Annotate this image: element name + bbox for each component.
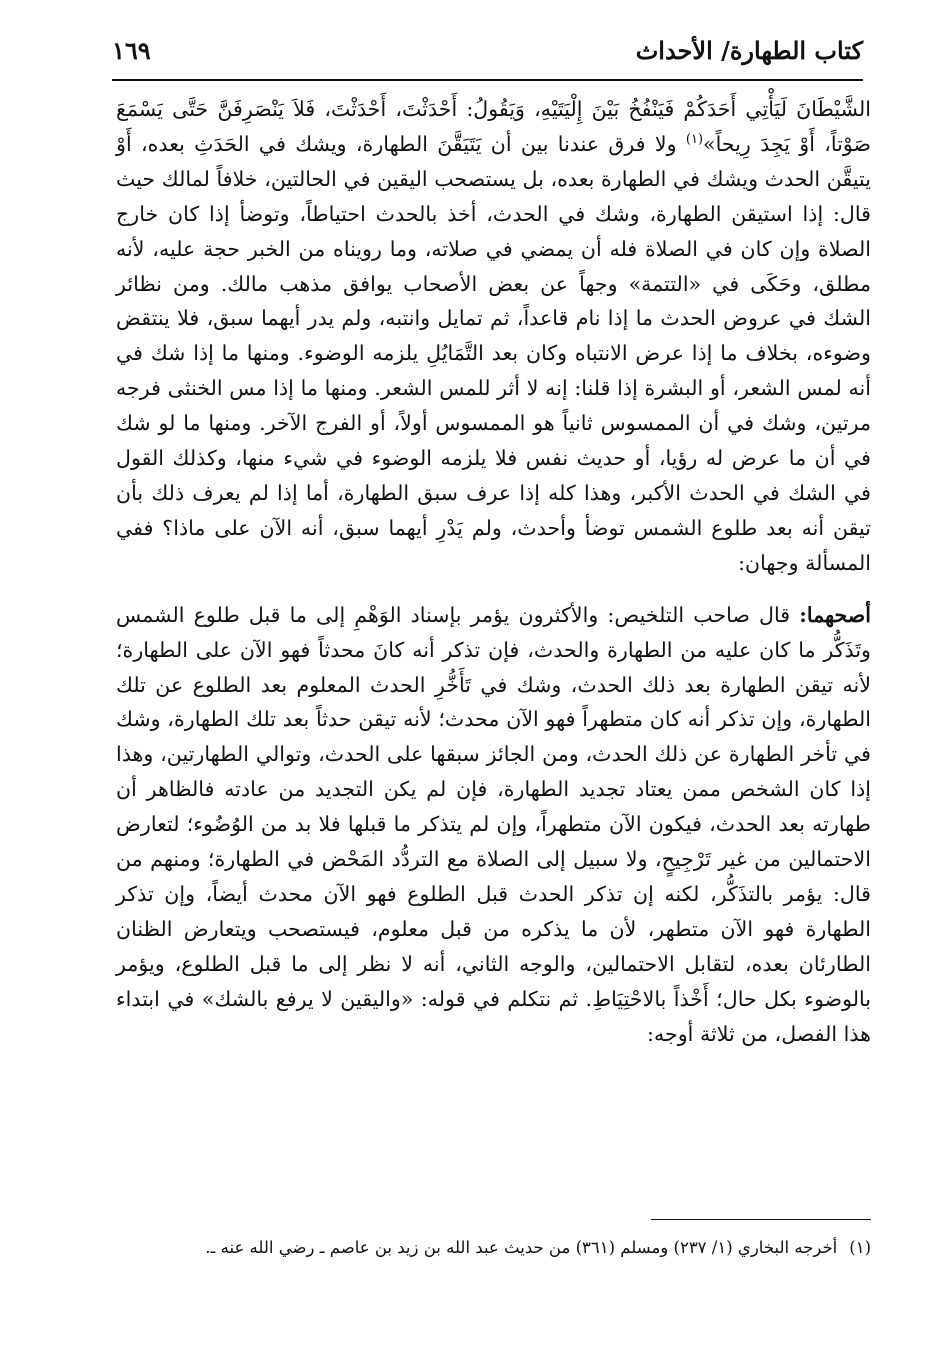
paragraph-2-text: قال صاحب التلخيص: والأكثرون يؤمر بإسناد الوَهْمِ إلى ما قبل طلوع الشمس وتَذَكُّر ما كان عليه من الطهارة والحدث، فإن تذكر أنه كانَ محدثاً فهو الآن على الطهارة؛ لأنه تيقن الطهارة بعد ذلك الحدث، وشك في تَأَخُّرِ الحدث المعلوم بعد الطلوع عن تلك الطهارة، وإن تذكر أنه كان متطهراً فهو الآن محدث؛ لأنه تيقن حدثاً بعد تلك الطهارة، وشك في تأخر الطهارة عن ذلك الحدث، ومن الجائز سبقها على الحدث، وتوالي الطهارتين، وهذا إذا كان الشخص ممن يعتاد تجديد الطهارة، فإن لم يكن التجديد من عادته فالظاهر أن طهارته بعد الحدث، فيكون الآن متطهراً، وإن لم يتذكر ما قبلها فلا بد من الوُضُوء؛ لتعارض الاحتمالين من غير تَرْجِيحٍ، ولا سبيل إلى الصلاة مع التردُّد المَحْض في الطهارة؛ ومنهم من قال: يؤمر بالتذَكُّر، لكنه إن تذكر الحدث قبل الطلوع فهو الآن محدث أيضاً، وإن تذكر الطهارة فهو الآن متطهر، لأن ما يذكره من قبل معلوم، فيستصحب ويتعارض الظنان الطارئان بعده، لتقابل الاحتمالين، والوجه الثاني، أنه لا نظر إلى ما قبل الطلوع، ويؤمر بالوضوء بكل حال؛ أَخْذاً بالاحْتِيَاطِ. ثم نتكلم في قوله: «واليقين لا يرفع بالشك» في ابتداء هذا الفصل، من ثلاثة أوجه: bbox=[116, 602, 871, 1046]
footnote-text: أخرجه البخاري (١/ ٢٣٧) ومسلم (٣٦١) من حديث عبد الله بن زيد بن عاصم ـ رضي الله عنه ـ. bbox=[205, 1238, 838, 1257]
page-header bbox=[112, 28, 863, 78]
footnote bbox=[116, 1236, 871, 1260]
paragraph-2 bbox=[116, 598, 871, 1052]
main-text bbox=[116, 92, 871, 1051]
footnote-divider bbox=[651, 1219, 871, 1220]
running-title: كتاب الطهارة/ الأحداث bbox=[635, 36, 863, 65]
paragraph-1-start: الشَّيْطَانَ لَيَأْتِي أَحَدَكُمْ فَيَنْفُخُ بَيْنَ إِلْيَتَيْهِ، وَيَقُولُ: أَحْدَثْتَ، أَحْدَثْتَ، فَلاَ يَنْصَرِفَنَّ حَتَّى يَسْمَعَ صَوْتاً، أَوْ يَجِدَ رِيحاً» bbox=[116, 97, 871, 156]
header-divider bbox=[112, 79, 863, 81]
footnote-number: (١) bbox=[849, 1238, 871, 1257]
page-number: ١٦٩ bbox=[112, 36, 151, 65]
paragraph-1-rest: ولا فرق عندنا بين أن يَتَيَقَّنَ الطهارة، ويشك في الحَدَثِ بعده، أَوْ يتيقَّن الحدث ويشك في الطهارة بعده، بل يستصحب اليقين في الحالتين، خلافاً لمالك حيث قال: إذا استيقن الطهارة، وشك في الحدث، أخذ بالحدث احتياطاً، وتوضأ إذا كان خارج الصلاة وإن كان في الصلاة فله أن يمضي في صلاته، وما رويناه من الخبر حجة عليه، لأنه مطلق، وحَكَى في «التتمة» وجهاً عن بعض الأصحاب يوافق مذهب مالك. ومن نظائر الشك في عروض الحدث ما إذا نام قاعداً، ثم تمايل وانتبه، ولم يدر أيهما سبق، فلا ينتقض وضوءه، بخلاف ما إذا عرض الانتباه وكان بعد التَّمَايُلِ يلزمه الوضوء. ومنها ما إذا شك في أنه لمس الشعر، أو البشرة إذا قلنا: إنه لا أثر للمس الشعر. ومنها ما إذا مس الخنثى فرجه مرتين، وشك في أن الممسوس ثانياً هو الممسوس أولاً، أو الفرج الآخر. ومنها ما لو شك في أن ما عرض له رؤيا، أو حديث نفس فلا يلزمه الوضوء في شيء منها، وكذلك القول في الشك في الحدث الأكبر، وهذا كله إذا عرف سبق الطهارة، أما إذا لم يعرف ذلك بأن تيقن أنه بعد طلوع الشمس توضأ وأحدث، ولم يَدْرِ أيهما سبق، أنه الآن على ماذا؟ ففي المسألة وجهان: bbox=[116, 131, 871, 575]
footnote-reference: (١) bbox=[685, 132, 704, 148]
paragraph-1 bbox=[116, 92, 871, 581]
paragraph-2-lead: أصحهما: bbox=[799, 602, 871, 627]
